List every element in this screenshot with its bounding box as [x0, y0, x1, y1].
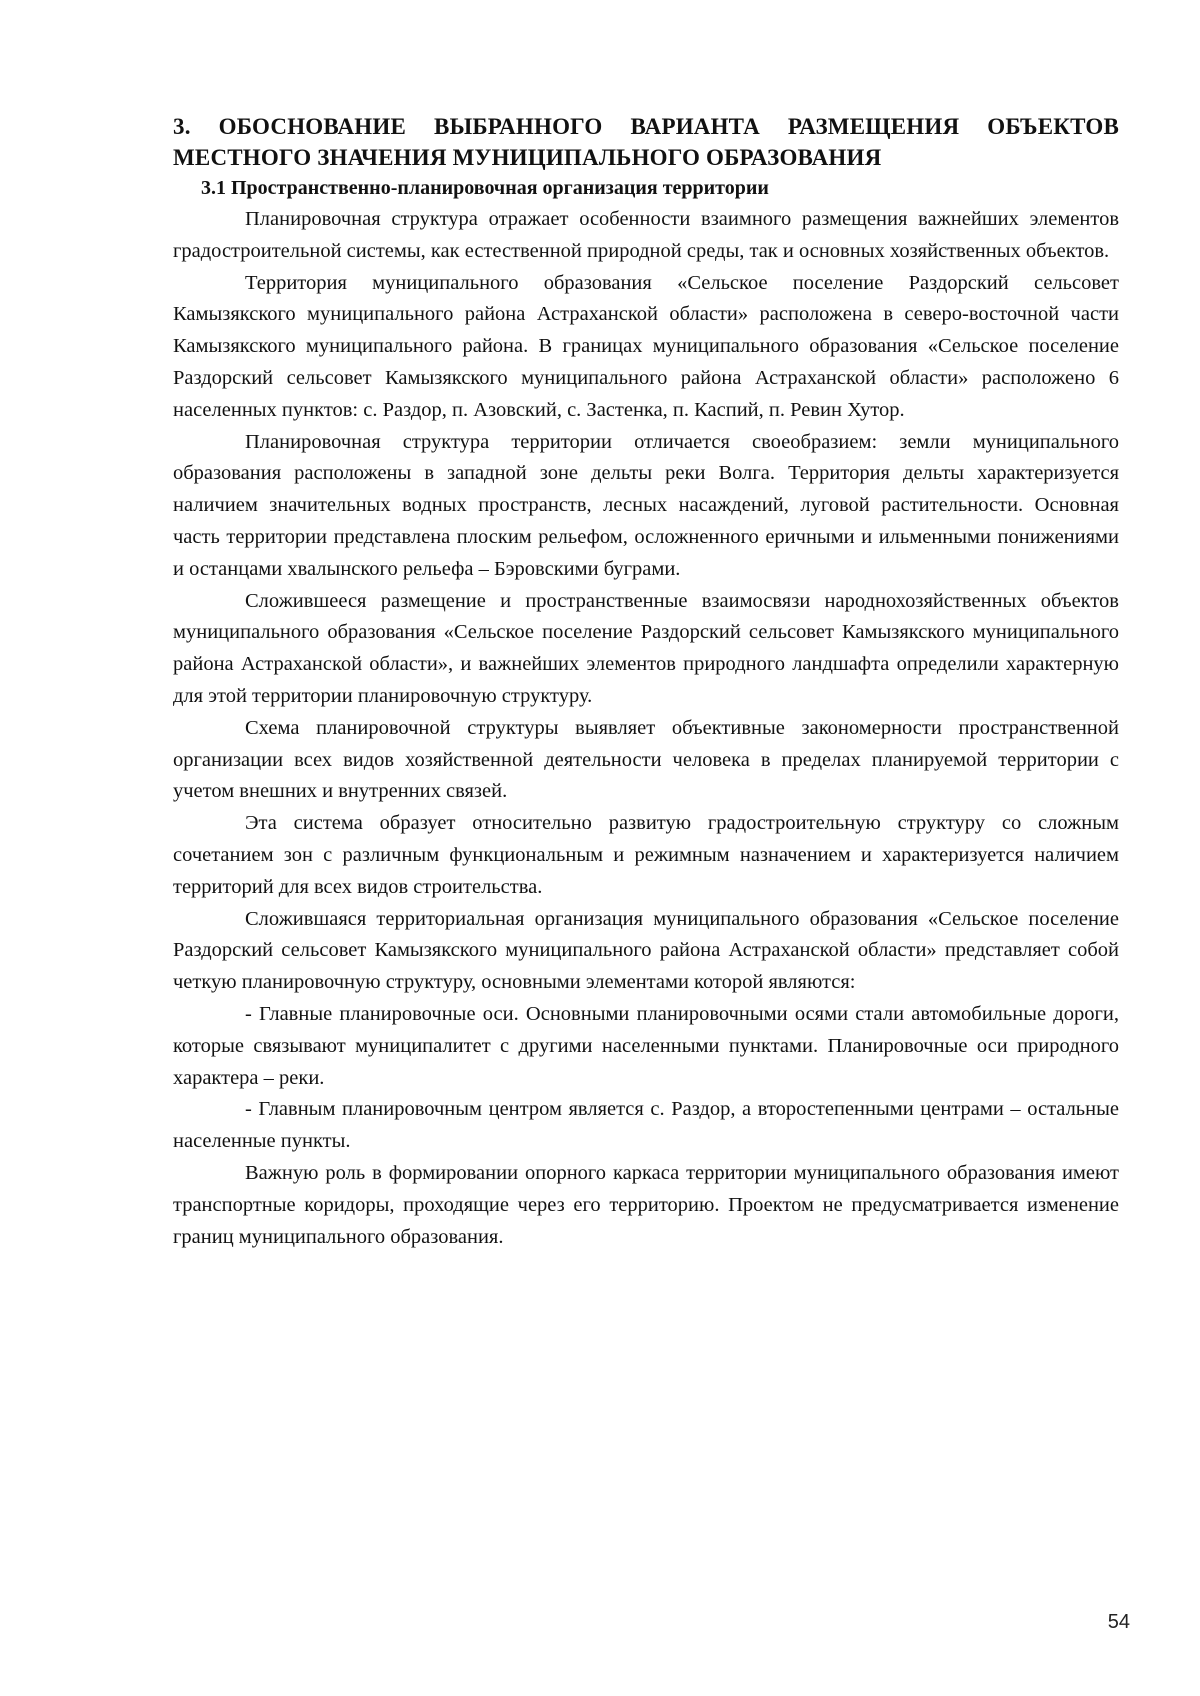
- paragraph-territorial-organization: Сложившаяся территориальная организация муниципального образования «Сельское поселение Раздорский сельсовет Камызякского муниципального района Астраханской области» представляет собой четкую планировочную структуру, основными элементами которой являются:: [173, 907, 1119, 994]
- page-number: 54: [1107, 1611, 1130, 1633]
- paragraph-established-placement: Сложившееся размещение и пространственные взаимосвязи народнохозяйственных объектов муниципального образования «Сельское поселение Раздорский сельсовет Камызякского муниципального района Астраханской области», и важнейших элементов природного ландшафта определили характерную для этой территории планировочную структуру.: [173, 589, 1119, 707]
- paragraph-territory-location: Территория муниципального образования «Сельское поселение Раздорский сельсовет Камызякского муниципального района Астраханской области» расположена в северо-восточной части Камызякского муниципального района. В границах муниципального образования «Сельское поселение Раздорский сельсовет Камызякского муниципального района Астраханской области» расположено 6 населенных пунктов: с. Раздор, п. Азовский, с. Застенка, п. Каспий, п. Ревин Хутор.: [173, 271, 1119, 421]
- list-item-planning-axes: - Главные планировочные оси. Основными планировочными осями стали автомобильные дороги, которые связывают муниципалитет с другими населенными пунктами. Планировочные оси природного характера – реки.: [173, 1002, 1119, 1089]
- paragraph-system: Эта система образует относительно развитую градостроительную структуру со сложным сочетанием зон с различным функциональным и режимным назначением и характеризуется наличием территорий для всех видов строительства.: [173, 812, 1119, 898]
- paragraph-planning-structure: Планировочная структура отражает особенности взаимного размещения важнейших элементов градостроительной системы, как естественной природной среды, так и основных хозяйственных объектов.: [173, 208, 1119, 262]
- paragraph-transport-corridors: Важную роль в формировании опорного каркаса территории муниципального образования имеют транспортные коридоры, проходящие через его территорию. Проектом не предусматривается изменение границ муниципального образования.: [173, 1161, 1119, 1248]
- section-heading: 3. ОБОСНОВАНИЕ ВЫБРАННОГО ВАРИАНТА РАЗМЕЩЕНИЯ ОБЪЕКТОВ МЕСТНОГО ЗНАЧЕНИЯ МУНИЦИПАЛЬНОГО ОБРАЗОВАНИЯ: [173, 114, 1119, 170]
- paragraph-territory-features: Планировочная структура территории отличается своеобразием: земли муниципального образования расположены в западной зоне дельты реки Волга. Территория дельты характеризуется наличием значительных водных пространств, лесных насаждений, луговой растительности. Основная часть территории представлена плоским рельефом, осложненного еричными и ильменными понижениями и останцами хвалынского рельефа – Бэровскими буграми.: [173, 430, 1119, 580]
- document-body: [173, 111, 1119, 1253]
- paragraph-scheme: Схема планировочной структуры выявляет объективные закономерности пространственной организации всех видов хозяйственной деятельности человека в пределах планируемой территории с учетом внешних и внутренних связей.: [173, 716, 1119, 803]
- subsection-heading: 3.1 Пространственно-планировочная организация территории: [201, 177, 769, 199]
- list-item-planning-center: - Главным планировочным центром является с. Раздор, а второстепенными центрами – остальные населенные пункты.: [173, 1098, 1119, 1153]
